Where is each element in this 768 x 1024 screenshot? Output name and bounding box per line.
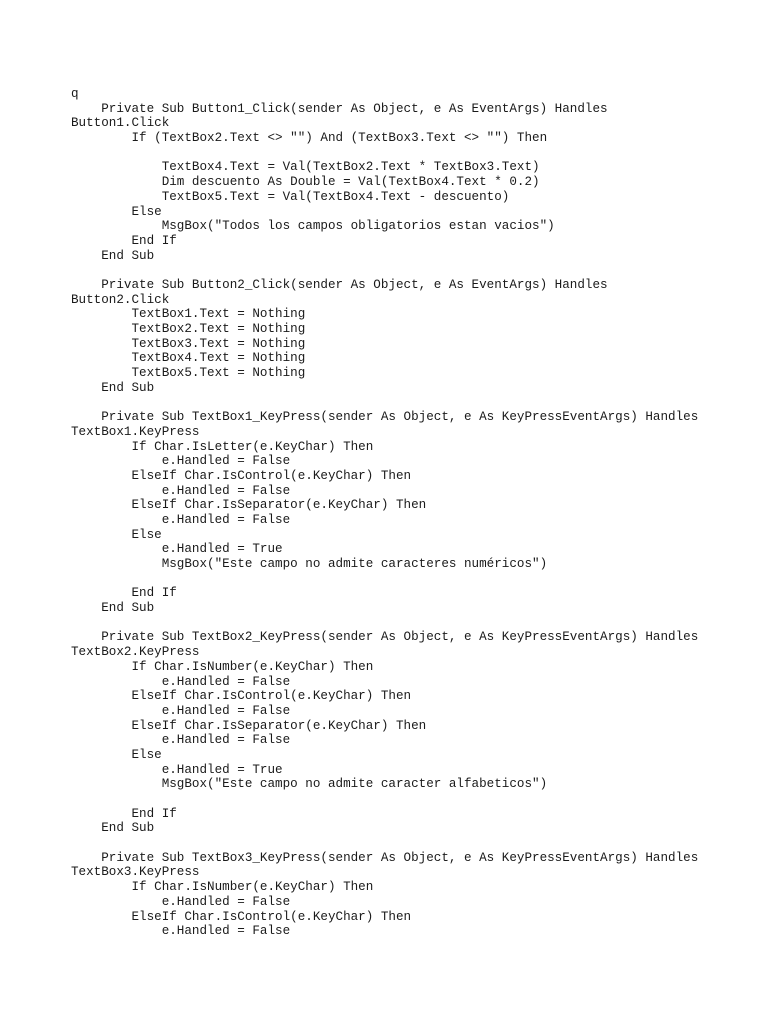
code-line: e.Handled = False: [71, 924, 291, 939]
code-line: Private Sub Button1_Click(sender As Object, e As EventArgs) Handles: [71, 101, 608, 116]
code-line: e.Handled = False: [71, 512, 291, 527]
code-line: TextBox4.Text = Nothing: [71, 351, 306, 366]
code-line: [71, 395, 751, 410]
code-line: [71, 836, 751, 851]
code-line: Private Sub TextBox3_KeyPress(sender As Object, e As KeyPressEventArgs) Handles: [71, 850, 699, 865]
code-line: Else: [71, 527, 162, 542]
code-line: If Char.IsNumber(e.KeyChar) Then: [71, 880, 374, 895]
code-line: End Sub: [71, 248, 155, 263]
code-line: [71, 146, 751, 161]
code-line: e.Handled = False: [71, 483, 291, 498]
code-line: TextBox5.Text = Val(TextBox4.Text - descuento): [71, 189, 510, 204]
code-line: q: [71, 87, 79, 101]
code-line: e.Handled = True: [71, 542, 283, 557]
code-line: End Sub: [71, 601, 155, 616]
code-line: [71, 572, 751, 587]
code-line: TextBox2.KeyPress: [71, 645, 200, 660]
code-line: e.Handled = False: [71, 454, 291, 469]
code-line: [71, 263, 751, 278]
code-line: If (TextBox2.Text <> "") And (TextBox3.Text <> "") Then: [71, 131, 548, 146]
code-line: TextBox4.Text = Val(TextBox2.Text * TextBox3.Text): [71, 160, 540, 175]
code-line: ElseIf Char.IsControl(e.KeyChar) Then: [71, 468, 412, 483]
code-line: [71, 792, 751, 807]
code-line: Private Sub Button2_Click(sender As Object, e As EventArgs) Handles: [71, 277, 608, 292]
code-line: End Sub: [71, 821, 155, 836]
code-line: Dim descuento As Double = Val(TextBox4.Text * 0.2): [71, 175, 540, 190]
code-line: If Char.IsNumber(e.KeyChar) Then: [71, 659, 374, 674]
code-line: TextBox3.Text = Nothing: [71, 336, 306, 351]
code-line: Private Sub TextBox2_KeyPress(sender As Object, e As KeyPressEventArgs) Handles: [71, 630, 699, 645]
code-line: ElseIf Char.IsControl(e.KeyChar) Then: [71, 689, 412, 704]
code-line: End If: [71, 806, 177, 821]
code-line: e.Handled = False: [71, 894, 291, 909]
code-line: e.Handled = False: [71, 733, 291, 748]
code-line: [71, 616, 751, 631]
code-line: e.Handled = True: [71, 762, 283, 777]
code-line: TextBox5.Text = Nothing: [71, 366, 306, 381]
code-line: MsgBox("Este campo no admite caracter alfabeticos"): [71, 777, 548, 792]
code-line: Private Sub TextBox1_KeyPress(sender As Object, e As KeyPressEventArgs) Handles: [71, 410, 699, 425]
code-line: TextBox2.Text = Nothing: [71, 322, 306, 336]
code-listing: [71, 87, 751, 939]
code-line: e.Handled = False: [71, 703, 291, 718]
code-line: TextBox1.KeyPress: [71, 424, 200, 439]
code-line: TextBox1.Text = Nothing: [71, 307, 306, 322]
code-line: Button2.Click: [71, 292, 170, 307]
code-line: MsgBox("Este campo no admite caracteres numéricos"): [71, 557, 548, 571]
code-line: TextBox3.KeyPress: [71, 865, 200, 880]
code-line: Else: [71, 204, 162, 219]
code-line: End Sub: [71, 380, 155, 395]
code-line: Else: [71, 747, 162, 762]
code-line: If Char.IsLetter(e.KeyChar) Then: [71, 439, 374, 454]
code-line: Button1.Click: [71, 116, 170, 131]
code-line: End If: [71, 586, 177, 601]
code-line: e.Handled = False: [71, 674, 291, 689]
code-line: ElseIf Char.IsSeparator(e.KeyChar) Then: [71, 498, 427, 513]
code-line: End If: [71, 233, 177, 248]
code-line: ElseIf Char.IsSeparator(e.KeyChar) Then: [71, 718, 427, 733]
code-line: MsgBox("Todos los campos obligatorios estan vacios"): [71, 219, 555, 234]
code-line: ElseIf Char.IsControl(e.KeyChar) Then: [71, 909, 412, 924]
